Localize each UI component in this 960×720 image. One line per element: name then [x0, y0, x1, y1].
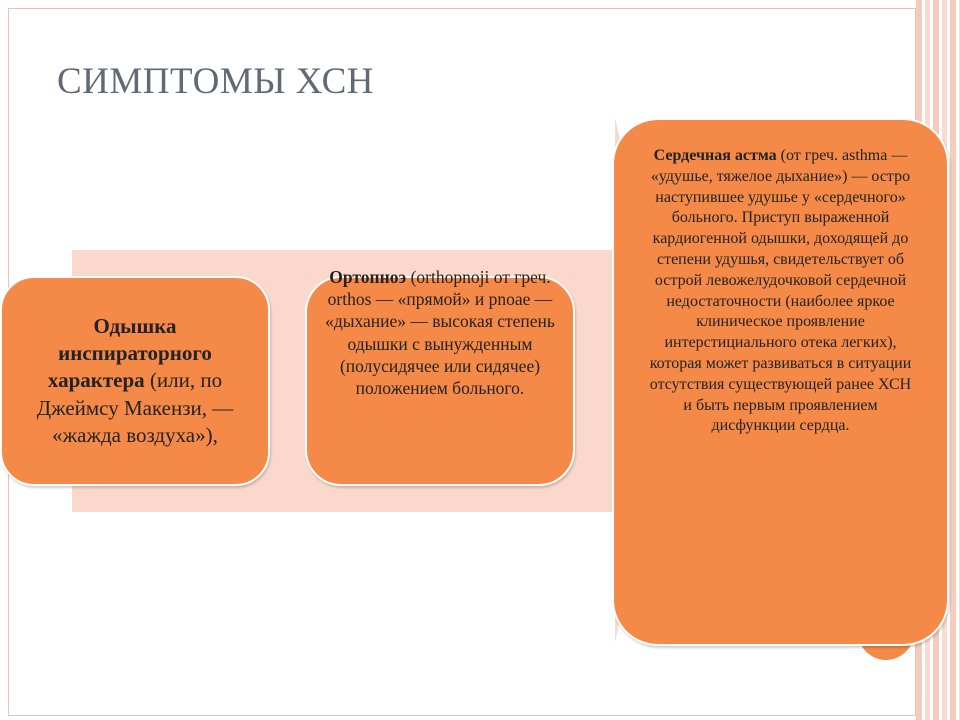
cardiac-asthma-box — [612, 118, 949, 646]
dyspnea-term: Одышка инспираторного характера — [47, 313, 212, 393]
orthopnea-term: Ортопноэ — [329, 267, 407, 287]
cardiac-asthma-text — [648, 146, 913, 437]
slide-title: СИМПТОМЫ ХСН — [57, 61, 374, 102]
cardiac-asthma-description: (от греч. asthma — «удушье, тяжелое дыхание») — остро наступившее удушье у «сердечного» больного. Приступ выраженной кардиогенной одышки, доходящей до степени удушья, свидетельствует об острой левожелудочковой сердечной недостаточности (наиболее яркое клиническое проявление интерстициального отека легких), которая может развиваться в ситуации отсутствия существующей ранее ХСН и быть первым проявлением дисфункции сердца. — [649, 147, 912, 435]
cardiac-asthma-term: Сердечная астма — [653, 147, 777, 164]
orthopnea-description: (orthopnoji от греч. orthos — «прямой» и pnoae — «дыхание» — высокая степень одышки с вынужденным (полусидячее или сидячее) положением больного. — [325, 267, 555, 399]
orthopnea-text — [315, 266, 565, 399]
dyspnea-box — [0, 276, 270, 486]
dyspnea-description: (или, по Джеймсу Макензи, — «жажда воздуха»), — [36, 368, 234, 447]
orthopnea-box — [305, 267, 575, 486]
dyspnea-text — [16, 313, 254, 449]
